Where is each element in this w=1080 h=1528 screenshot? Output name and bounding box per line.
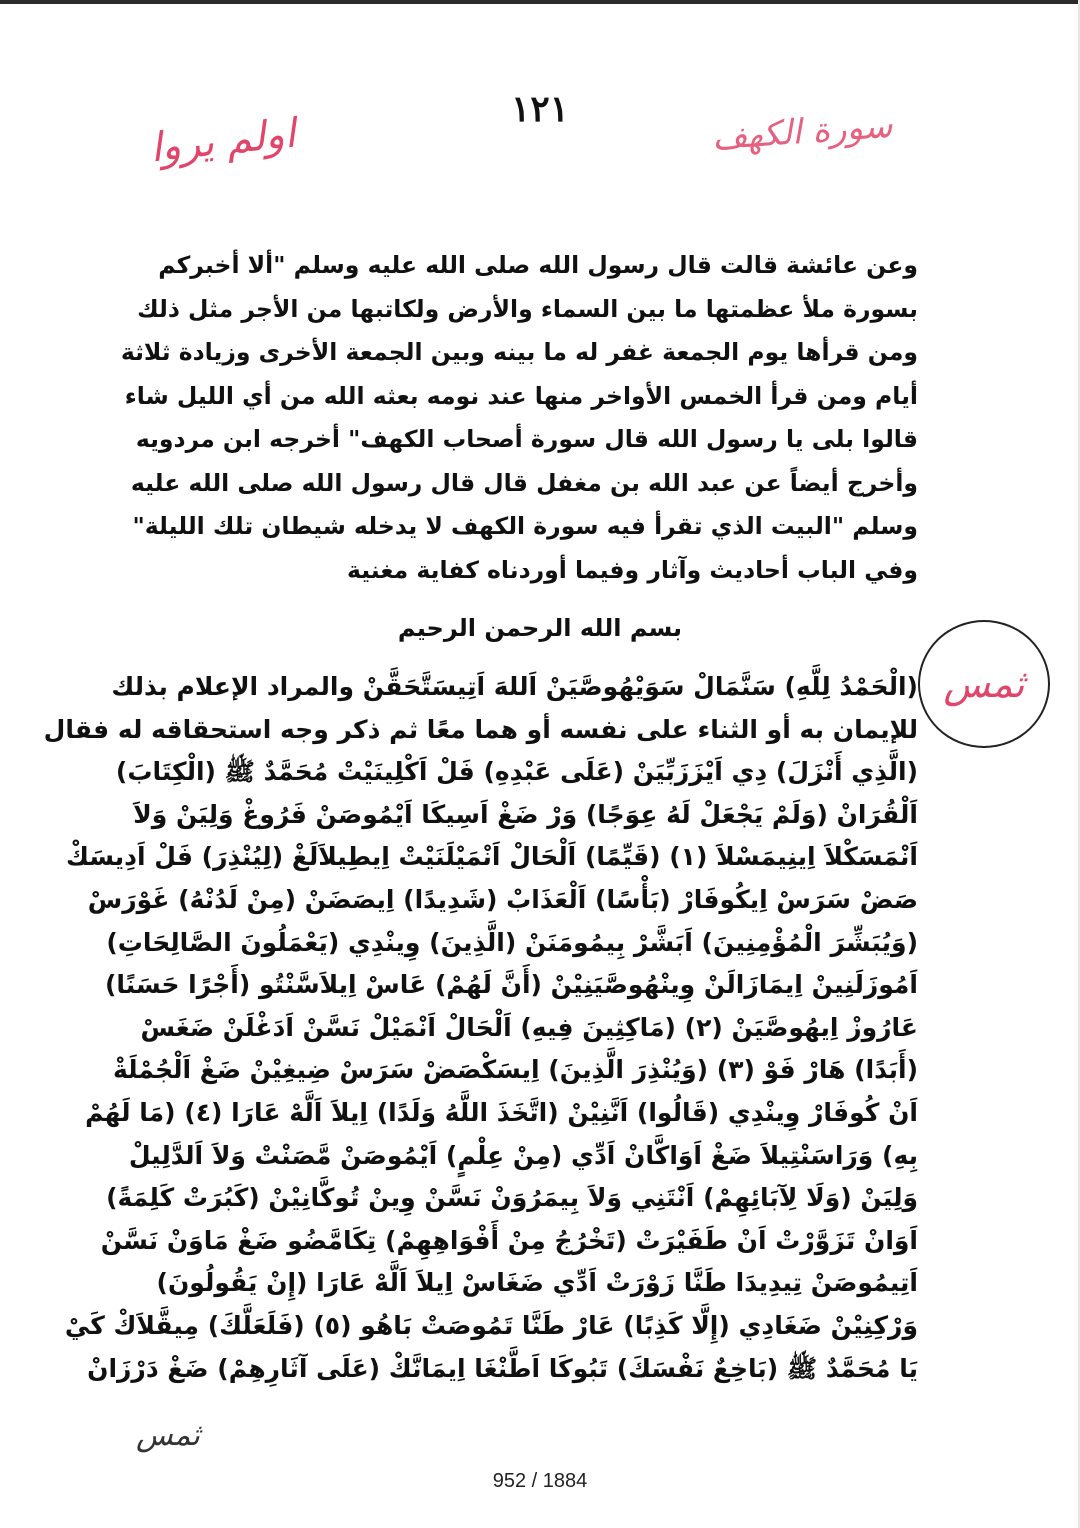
tafsir-line: صَضْ سَرَسْ اِيكُوفَارْ (بَأْسًا) اَلْعَذَابْ (شَدِيدًا) اِيصَضَنْ (مِنْ لَدُنْهُ) غَوْرَسْ [87,884,918,914]
handwritten-bottom-note: ثمس [136,1418,200,1453]
tafsir-line: اَنْمَسَكْلاَ اِينِيمَسْلاَ (١) (قَيِّمًا) اَلْحَالْ اَنْمَيْلَنَيْتْ اِيطِيلاَلَغْ (لِيُنْذِرَ) فَلْ اَدِيسَكْ [66,842,918,872]
tafsir-line: يَا مُحَمَّدٌ ﷺ (بَاخِعٌ نَفْسَكَ) تَبُوكَا اَطَّنْغَا اِيمَانَّكْ (عَلَى آثَارِهِمْ) ضَغْ دَرْزَانْ [87,1353,918,1383]
tafsir-line: اَمُوزَلَنِينْ اِيمَازَالَنْ وِينْهُوصَّيَنِيْنْ (أَنَّ لَهُمْ) عَاسْ اِيلاَسَّنْتُو (أَجْرًا حَسَنًا) [104,970,918,1000]
tafsir-line: وَرْكِنِيْنْ ضَغَادِي (إِلَّا كَذِبًا) عَارْ طَنَّا تَمُوصَتْ بَاهُو (٥) (فَلَعَلَّكَ) مِيقَّلاَكْ كَيْ [64,1310,918,1340]
hadith-line: قالوا بلى يا رسول الله قال سورة أصحاب الكهف" أخرجه ابن مردويه [135,425,918,453]
tafsir-line: بِهِ) وَرَاسَنْتِيلاَ ضَغْ اَوَاكَّانْ اَدِّي (مِنْ عِلْمٍ) اَيْمُوصَنْ مَّصَنْتْ وَلاَ اَلدَّلِيلْ [128,1140,918,1170]
tafsir-line: (الَّذِي أَنْزَلَ) دِي اَيْزَزَبِّيَنْ (عَلَى عَبْدِهِ) فَلْ اَكْلِينَيْتْ مُحَمَّدٌ ﷺ (الْكِتَابَ) [115,757,918,787]
basmala-heading: بسم الله الرحمن الرحيم [397,614,683,642]
tafsir-line: (الْحَمْدُ لِلَّهِ) سَنَّمَالْ سَوَيْهُوصَّيَنْ اَللهَ اَتِيسَتَّحَقَّنْ والمراد الإعلام بذلك [111,672,918,701]
hadith-line: أيام ومن قرأ الخمس الأواخر منها عند نومه بعثه الله من أي الليل شاء [124,381,918,410]
hadith-line: وفي الباب أحاديث وآثار وفيما أوردناه كفاية مغنية [346,555,918,584]
tafsir-line: اَلْقُرَانْ (وَلَمْ يَجْعَلْ لَهُ عِوَجًا) وَرْ ضَغْ اَسِيكَا اَيْمُوصَنْ فَرُوغْ وَلِيَنْ وَلاَ [133,799,918,829]
hadith-line: وأخرج أيضاً عن عبد الله بن مغفل قال قال رسول الله صلى الله عليه [130,468,918,497]
tafsir-line: (وَيُبَشِّرَ الْمُؤْمِنِينَ) اَبَشَّرْ بِيمُومَنَنْ (الَّذِينَ) وِينْدِي (يَعْمَلُونَ الصَّالِحَاتِ) [106,927,918,957]
handwritten-juz-marker: اولم يروا [147,110,298,172]
tafsir-line: للإيمان به أو الثناء على نفسه أو هما معًا ثم ذكر وجه استحقاقه له فقال [43,714,918,744]
page-counter: 952 / 1884 [492,1470,588,1492]
hadith-line: وسلم "البيت الذي تقرأ فيه سورة الكهف لا يدخله شيطان تلك الليلة" [132,512,918,540]
tafsir-line: اَتِيمُوصَنْ تِيدِيدَا طَنَّا زَوْرَتْ اَدِّي ضَغَاسْ اِيلاَ اَلَّهْ عَارَا (إِنْ يَقُولُونَ) [156,1268,918,1298]
circle-mark-text: ثمس [943,662,1025,706]
hadith-paragraph [120,244,918,592]
tafsir-line: اَنْ كُوفَارْ وِينْدِي (قَالُوا) اَنَّنِيْنْ (اتَّخَذَ اللَّهُ وَلَدًا) اِيلاَ اَلَّهْ عَارَا (٤) (مَا لَهُمْ [85,1097,918,1127]
tafsir-line: وَلِيَنْ (وَلَا لِآبَائِهِمْ) اَنْتَنِي وَلاَ بِيمَرُوَنْ نَسَّنْ وِينْ تُوكَّانِيْنْ (كَبُرَتْ كَلِمَةً) [106,1183,918,1213]
tafsir-line: (أَبَدًا) هَارْ فَوْ (٣) (وَيُنْذِرَ الَّذِينَ) اِيسَكْصَضْ سَرَسْ ضِيغِيْنْ ضَغْ اَلْجُمْلَةْ [112,1055,918,1085]
tafsir-line: عَارُوزْ اِيهُوصَّيَنْ (٢) (مَاكِثِينَ فِيهِ) اَلْحَالْ اَنْمَيْلْ نَسَّنْ اَدَغْلَنْ ضَغَسْ [140,1012,918,1042]
page-number: ١٢١ [510,88,569,130]
hadith-line: وعن عائشة قالت قال رسول الله صلى الله عليه وسلم "ألا أخبركم [158,251,918,279]
tafsir-paragraph [43,666,918,1390]
hadith-line: ومن قرأها يوم الجمعة غفر له ما بينه وبين الجمعة الأخرى وزيادة ثلاثة [120,338,918,366]
handwritten-surah-name: سورة الكهف [710,105,894,159]
scan-top-border [0,0,1080,4]
tafsir-line: اَوَانْ تَزَوَّرْتْ اَنْ طَفَيْرَتْ (تَخْرُجُ مِنْ أَفْوَاهِهِمْ) تِكَامَّضُو ضَغْ مَاوَنْ نَسَّنْ [100,1225,918,1255]
hadith-line: بسورة ملأ عظمتها ما بين السماء والأرض ولكاتبها من الأجر مثل ذلك [137,294,918,323]
